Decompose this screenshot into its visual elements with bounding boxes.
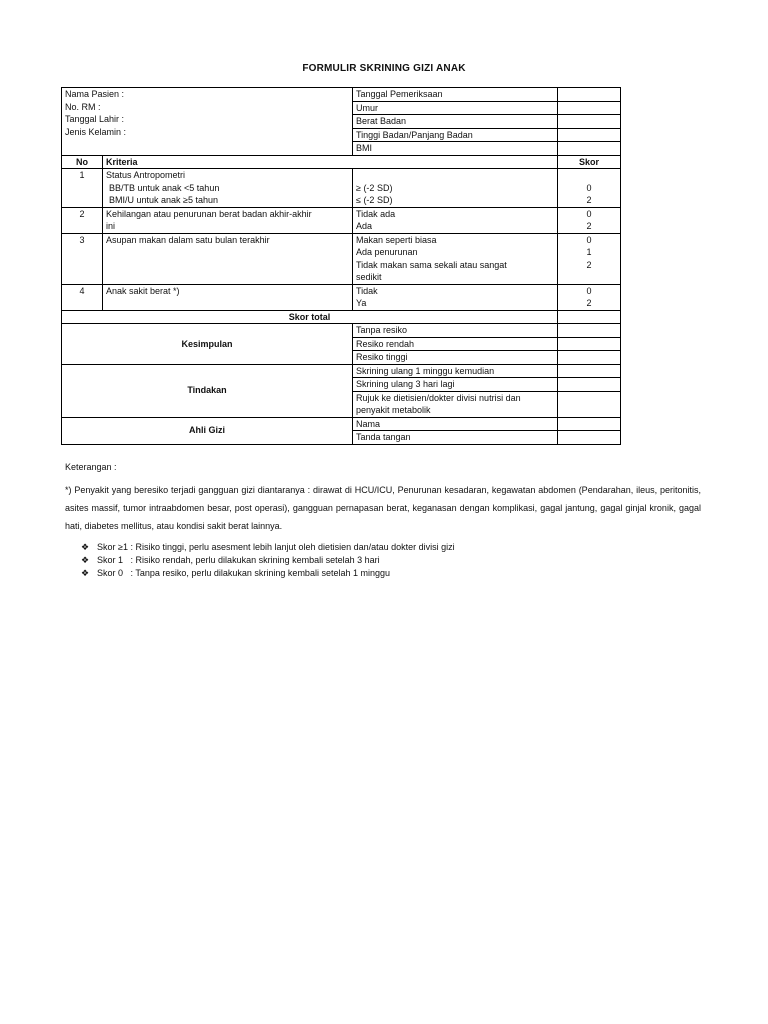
- criteria-option: Ya: [356, 298, 367, 308]
- list-item: [81, 567, 701, 580]
- criteria-number: 1: [62, 169, 103, 208]
- conclusion-check[interactable]: [558, 337, 621, 351]
- height-label: Tinggi Badan/Panjang Badan: [353, 128, 558, 142]
- patient-identity-cell[interactable]: [62, 88, 353, 156]
- criteria-text-line: BMI/U untuk anak ≥5 tahun: [109, 195, 219, 205]
- score-value: 2: [586, 259, 592, 270]
- total-score-row: [62, 310, 621, 324]
- criteria-text-line: ini: [106, 221, 116, 231]
- header-skor: Skor: [558, 155, 621, 169]
- notes-heading: Keterangan :: [65, 462, 117, 472]
- header-no: No: [62, 155, 103, 169]
- criteria-text-line: Asupan makan dalam satu bulan terakhir: [106, 234, 270, 245]
- header-kriteria: Kriteria: [103, 155, 558, 169]
- form-title: FORMULIR SKRINING GIZI ANAK: [302, 63, 466, 74]
- criteria-row: [62, 233, 621, 284]
- action-option: [353, 391, 558, 417]
- weight-value[interactable]: [558, 115, 621, 129]
- action-row: [62, 364, 621, 378]
- legend-text: Skor ≥1 : Risiko tinggi, perlu asesment lebih lanjut oleh dietisien dan/atau dokter divisi gizi: [97, 542, 455, 552]
- conclusion-check[interactable]: [558, 351, 621, 365]
- nutritionist-name-label: Nama: [353, 417, 558, 431]
- conclusion-option: Tanpa resiko: [353, 324, 558, 338]
- nutritionist-label: Ahli Gizi: [62, 417, 353, 444]
- patient-rm-label: No. RM :: [65, 101, 101, 112]
- action-option: Skrining ulang 3 hari lagi: [353, 378, 558, 392]
- criteria-options[interactable]: [353, 169, 558, 208]
- score-value: 2: [586, 298, 592, 308]
- notes-paragraph: *) Penyakit yang beresiko terjadi gangguan gizi diantaranya : dirawat di HCU/ICU, Penurunan kesadaran, kegawatan abdomen (Pendarahan, ileus, peritonitis, asites massif, tumor intraabdomen besar, post operasi), gangguan pernapasan berat, keganasan dengan komplikasi, gagal jantung, gagal ginjal kronik, gagal hati, diabetes mellitus, atau kondisi sakit berat lainnya.: [65, 485, 701, 531]
- criteria-option: Makan seperti biasa: [356, 234, 437, 245]
- criteria-text: [103, 169, 353, 208]
- diamond-bullet-icon: ❖: [81, 568, 90, 578]
- patient-name-label: Nama Pasien :: [65, 89, 125, 99]
- nutritionist-name-value[interactable]: [558, 417, 621, 431]
- criteria-number: 3: [62, 233, 103, 284]
- criteria-option: Ada penurunan: [356, 247, 418, 257]
- score-value: 2: [586, 195, 592, 205]
- score-value: 2: [586, 221, 592, 231]
- criteria-option: ≥ (-2 SD): [356, 182, 393, 193]
- bmi-label: BMI: [353, 142, 558, 156]
- list-item: [81, 541, 701, 554]
- criteria-options[interactable]: [353, 284, 558, 310]
- criteria-number: 4: [62, 284, 103, 310]
- nutritionist-row: [62, 417, 621, 431]
- criteria-text-line: Status Antropometri: [106, 170, 186, 180]
- age-value[interactable]: [558, 101, 621, 115]
- criteria-option: Ada: [356, 221, 373, 231]
- height-value[interactable]: [558, 128, 621, 142]
- score-value: 0: [586, 234, 592, 245]
- exam-date-label: Tanggal Pemeriksaan: [353, 88, 558, 102]
- criteria-text: [103, 284, 353, 310]
- patient-birthdate-label: Tanggal Lahir :: [65, 114, 125, 124]
- age-label: Umur: [353, 101, 558, 115]
- criteria-text-line: Anak sakit berat *): [106, 285, 180, 296]
- score-value: [561, 169, 617, 182]
- conclusion-row: [62, 324, 621, 338]
- action-check[interactable]: [558, 378, 621, 392]
- action-option-line: Rujuk ke dietisien/dokter divisi nutrisi dan: [356, 392, 521, 403]
- nutritionist-signature-label: Tanda tangan: [353, 431, 558, 445]
- criteria-text: [103, 207, 353, 233]
- criteria-option: Tidak: [356, 285, 378, 296]
- score-legend-list: [65, 541, 701, 580]
- notes-section: [65, 458, 701, 580]
- score-value: [561, 271, 617, 284]
- legend-text: Skor 1 : Risiko rendah, perlu dilakukan skrining kembali setelah 3 hari: [97, 555, 380, 565]
- weight-label: Berat Badan: [353, 115, 558, 129]
- action-check[interactable]: [558, 364, 621, 378]
- criteria-row: [62, 284, 621, 310]
- criteria-row: [62, 169, 621, 208]
- action-label: Tindakan: [62, 364, 353, 417]
- action-option: Skrining ulang 1 minggu kemudian: [353, 364, 558, 378]
- criteria-option: sedikit: [356, 272, 382, 282]
- action-option-line: penyakit metabolik: [356, 405, 431, 415]
- diamond-bullet-icon: ❖: [81, 555, 90, 565]
- criteria-scores[interactable]: [558, 233, 621, 284]
- bmi-value[interactable]: [558, 142, 621, 156]
- screening-table: [61, 87, 621, 445]
- nutritionist-signature-value[interactable]: [558, 431, 621, 445]
- criteria-text: [103, 233, 353, 284]
- conclusion-option: Resiko rendah: [353, 337, 558, 351]
- exam-date-value[interactable]: [558, 88, 621, 102]
- criteria-text-line: BB/TB untuk anak <5 tahun: [109, 182, 220, 193]
- criteria-header-row: [62, 155, 621, 169]
- list-item: [81, 554, 701, 567]
- criteria-scores[interactable]: [558, 207, 621, 233]
- criteria-option: [356, 169, 554, 182]
- patient-row: [62, 88, 621, 102]
- total-score-label: Skor total: [62, 310, 558, 324]
- conclusion-label: Kesimpulan: [62, 324, 353, 365]
- score-value: 1: [586, 247, 592, 257]
- total-score-value[interactable]: [558, 310, 621, 324]
- criteria-scores[interactable]: [558, 169, 621, 208]
- diamond-bullet-icon: ❖: [81, 542, 90, 552]
- criteria-option: ≤ (-2 SD): [356, 195, 393, 205]
- criteria-options[interactable]: [353, 233, 558, 284]
- score-value: 0: [586, 285, 592, 296]
- criteria-number: 2: [62, 207, 103, 233]
- criteria-text-line: Kehilangan atau penurunan berat badan akhir-akhir: [106, 208, 312, 219]
- legend-text: Skor 0 : Tanpa resiko, perlu dilakukan skrining kembali setelah 1 minggu: [97, 568, 390, 578]
- criteria-options[interactable]: [353, 207, 558, 233]
- score-value: 0: [586, 208, 592, 219]
- criteria-scores[interactable]: [558, 284, 621, 310]
- conclusion-option: Resiko tinggi: [353, 351, 558, 365]
- patient-gender-label: Jenis Kelamin :: [65, 126, 127, 137]
- action-check[interactable]: [558, 391, 621, 417]
- score-value: 0: [586, 182, 592, 193]
- criteria-option: Tidak ada: [356, 208, 396, 219]
- conclusion-check[interactable]: [558, 324, 621, 338]
- criteria-row: [62, 207, 621, 233]
- criteria-option: Tidak makan sama sekali atau sangat: [356, 259, 507, 270]
